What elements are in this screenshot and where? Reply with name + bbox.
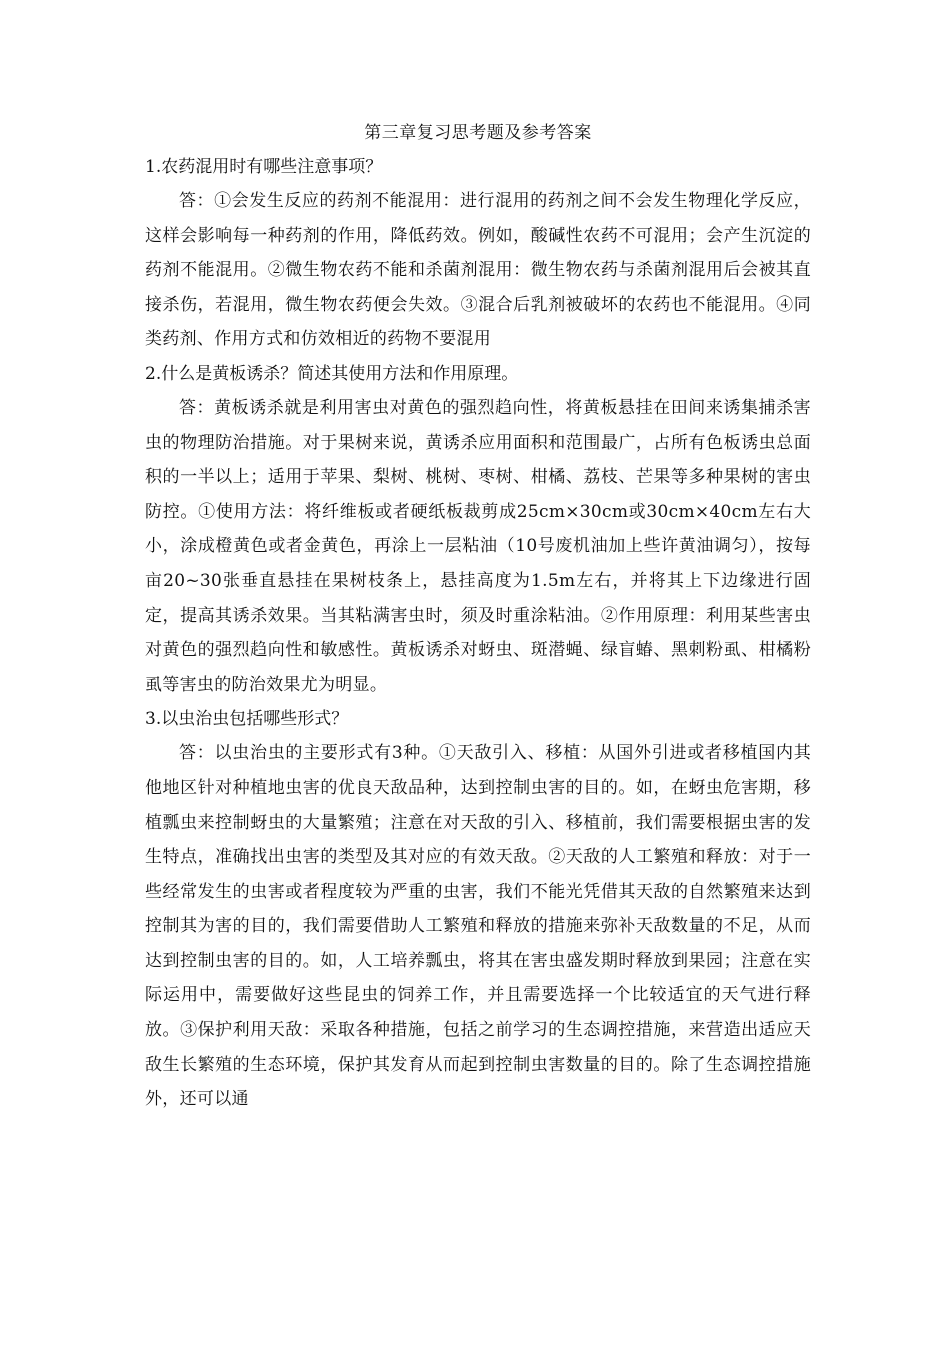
answer-2: 答：黄板诱杀就是利用害虫对黄色的强烈趋向性，将黄板悬挂在田间来诱集捕杀害虫的物理防治措施。对于果树来说，黄诱杀应用面积和范围最广，占所有色板诱虫总面积的一半以上；适用于苹果、梨树、桃树、枣树、柑橘、荔枝、芒果等多种果树的害虫防控。①使用方法：将纤维板或者硬纸板裁剪成25cm×30cm或30cm×40cm左右大小，涂成橙黄色或者金黄色，再涂上一层粘油（10号废机油加上些许黄油调匀），按每亩20~30张垂直悬挂在果树枝条上，悬挂高度为1.5m左右，并将其上下边缘进行固定，提高其诱杀效果。当其粘满害虫时，须及时重涂粘油。②作用原理：利用某些害虫对黄色的强烈趋向性和敏感性。黄板诱杀对蚜虫、斑潜蝇、绿盲蝽、黑刺粉虱、柑橘粉虱等害虫的防治效果尤为明显。: [145, 397, 811, 695]
question-2: 2.什么是黄板诱杀？简述其使用方法和作用原理。: [145, 363, 519, 384]
question-3: 3.以虫治虫包括哪些形式？: [145, 709, 349, 730]
document-body: [145, 118, 811, 1117]
question-1: 1.农药混用时有哪些注意事项？: [145, 157, 383, 177]
answer-1: 答：①会发生反应的药剂不能混用：进行混用的药剂之间不会发生物理化学反应，这样会影响每一种药剂的作用，降低药效。例如，酸碱性农药不可混用；会产生沉淀的药剂不能混用。②微生物农药不能和杀菌剂混用：微生物农药与杀菌剂混用后会被其直接杀伤，若混用，微生物农药便会失效。③混合后乳剂被破坏的农药也不能混用。④同类药剂、作用方式和仿效相近的药物不要混用: [145, 191, 811, 350]
answer-3: 答：以虫治虫的主要形式有3种。①天敌引入、移植：从国外引进或者移植国内其他地区针对种植地虫害的优良天敌品种，达到控制虫害的目的。如，在蚜虫危害期，移植瓢虫来控制蚜虫的大量繁殖；注意在对天敌的引入、移植前，我们需要根据虫害的发生特点，准确找出虫害的类型及其对应的有效天敌。②天敌的人工繁殖和释放：对于一些经常发生的虫害或者程度较为严重的虫害，我们不能光凭借其天敌的自然繁殖来达到控制其为害的目的，我们需要借助人工繁殖和释放的措施来弥补天敌数量的不足，从而达到控制虫害的目的。如，人工培养瓢虫，将其在害虫盛发期时释放到果园；注意在实际运用中，需要做好这些昆虫的饲养工作，并且需要选择一个比较适宜的天气进行释放。③保护利用天敌：采取各种措施，包括之前学习的生态调控措施，来营造出适应天敌生长繁殖的生态环境，保护其发育从而起到控制虫害数量的目的。除了生态调控措施外，还可以通: [145, 743, 811, 1110]
page-title: 第三章复习思考题及参考答案: [364, 123, 592, 143]
